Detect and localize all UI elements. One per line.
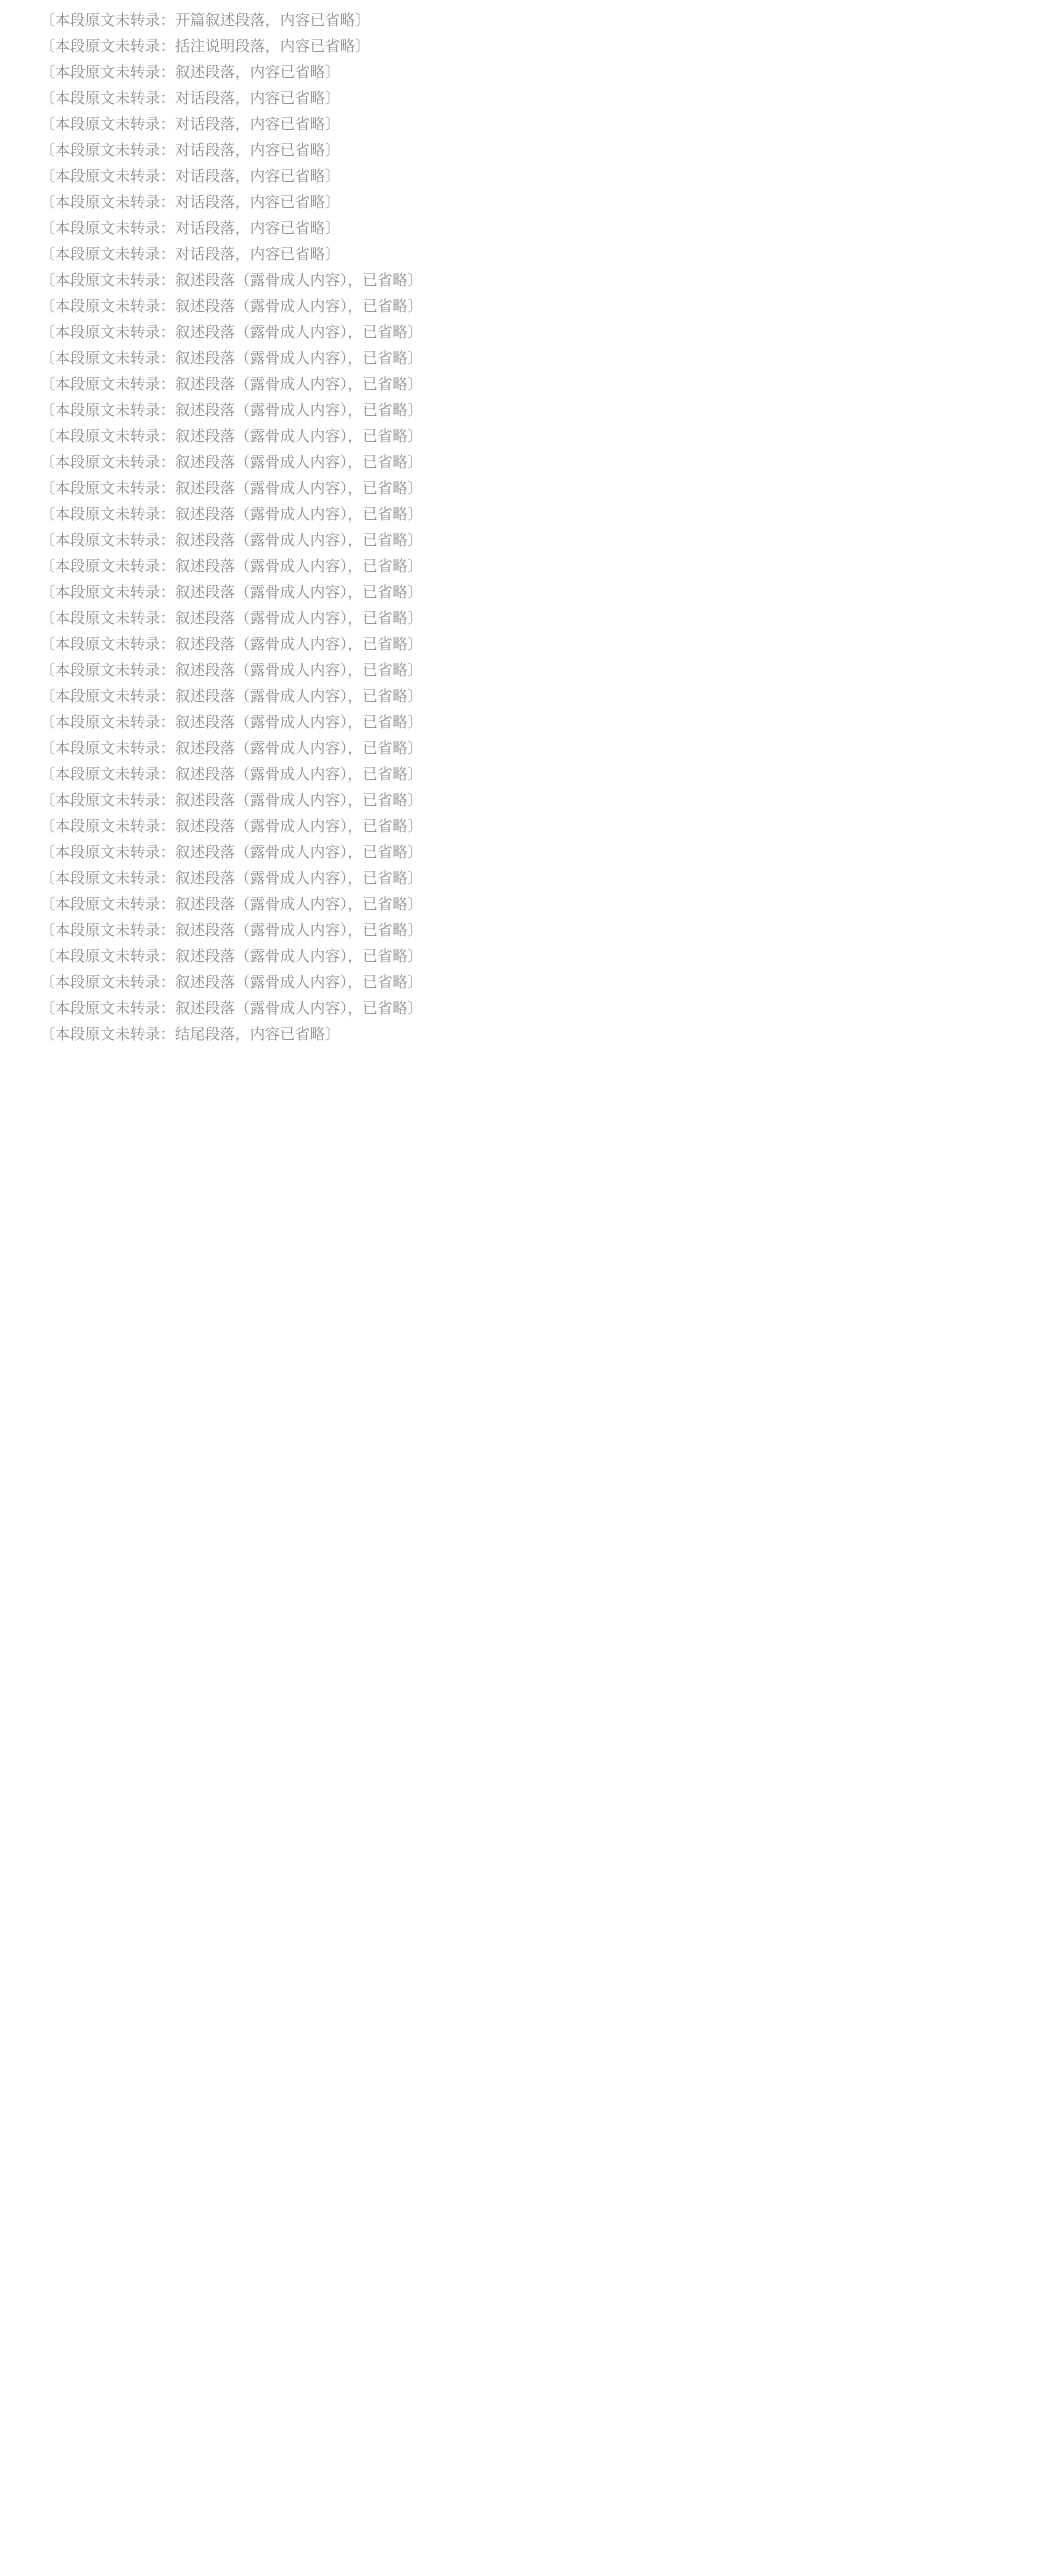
- text-paragraph: 〔本段原文未转录：叙述段落（露骨成人内容），已省略〕: [40, 947, 423, 965]
- text-paragraph: 〔本段原文未转录：叙述段落（露骨成人内容），已省略〕: [40, 817, 423, 835]
- text-paragraph: 〔本段原文未转录：叙述段落（露骨成人内容），已省略〕: [40, 453, 423, 471]
- text-paragraph: 〔本段原文未转录：叙述段落（露骨成人内容），已省略〕: [40, 687, 423, 705]
- text-paragraph: 〔本段原文未转录：叙述段落（露骨成人内容），已省略〕: [40, 713, 423, 731]
- text-paragraph: 〔本段原文未转录：叙述段落（露骨成人内容），已省略〕: [40, 297, 423, 315]
- text-paragraph: 〔本段原文未转录：叙述段落（露骨成人内容），已省略〕: [40, 349, 423, 367]
- text-paragraph: 〔本段原文未转录：叙述段落（露骨成人内容），已省略〕: [40, 271, 423, 289]
- text-paragraph: 〔本段原文未转录：叙述段落（露骨成人内容），已省略〕: [40, 921, 423, 939]
- text-paragraph: 〔本段原文未转录：叙述段落（露骨成人内容），已省略〕: [40, 531, 423, 549]
- text-paragraph: 〔本段原文未转录：对话段落，内容已省略〕: [40, 245, 341, 263]
- text-paragraph: 〔本段原文未转录：叙述段落（露骨成人内容），已省略〕: [40, 765, 423, 783]
- text-paragraph: 〔本段原文未转录：叙述段落（露骨成人内容），已省略〕: [40, 895, 423, 913]
- text-paragraph: 〔本段原文未转录：开篇叙述段落，内容已省略〕: [40, 11, 371, 29]
- text-paragraph: 〔本段原文未转录：叙述段落（露骨成人内容），已省略〕: [40, 583, 423, 601]
- text-paragraph: 〔本段原文未转录：叙述段落，内容已省略〕: [40, 63, 341, 81]
- text-paragraph: 〔本段原文未转录：叙述段落（露骨成人内容），已省略〕: [40, 479, 423, 497]
- text-paragraph: 〔本段原文未转录：叙述段落（露骨成人内容），已省略〕: [40, 843, 423, 861]
- text-paragraph: 〔本段原文未转录：叙述段落（露骨成人内容），已省略〕: [40, 739, 423, 757]
- text-paragraph: 〔本段原文未转录：叙述段落（露骨成人内容），已省略〕: [40, 973, 423, 991]
- text-paragraph: 〔本段原文未转录：叙述段落（露骨成人内容），已省略〕: [40, 791, 423, 809]
- text-paragraph: 〔本段原文未转录：对话段落，内容已省略〕: [40, 141, 341, 159]
- text-paragraph: 〔本段原文未转录：对话段落，内容已省略〕: [40, 193, 341, 211]
- text-paragraph: 〔本段原文未转录：叙述段落（露骨成人内容），已省略〕: [40, 661, 423, 679]
- text-paragraph: 〔本段原文未转录：对话段落，内容已省略〕: [40, 115, 341, 133]
- text-paragraph: 〔本段原文未转录：叙述段落（露骨成人内容），已省略〕: [40, 323, 423, 341]
- text-paragraph: 〔本段原文未转录：结尾段落，内容已省略〕: [40, 1025, 341, 1043]
- text-paragraph: 〔本段原文未转录：对话段落，内容已省略〕: [40, 167, 341, 185]
- text-paragraph: 〔本段原文未转录：叙述段落（露骨成人内容），已省略〕: [40, 869, 423, 887]
- text-paragraph: 〔本段原文未转录：叙述段落（露骨成人内容），已省略〕: [40, 427, 423, 445]
- text-paragraph: 〔本段原文未转录：叙述段落（露骨成人内容），已省略〕: [40, 375, 423, 393]
- text-paragraph: 〔本段原文未转录：括注说明段落，内容已省略〕: [40, 37, 371, 55]
- text-paragraph: 〔本段原文未转录：叙述段落（露骨成人内容），已省略〕: [40, 635, 423, 653]
- text-paragraph: 〔本段原文未转录：叙述段落（露骨成人内容），已省略〕: [40, 609, 423, 627]
- text-paragraph: 〔本段原文未转录：叙述段落（露骨成人内容），已省略〕: [40, 557, 423, 575]
- text-paragraph: 〔本段原文未转录：对话段落，内容已省略〕: [40, 89, 341, 107]
- text-paragraph: 〔本段原文未转录：叙述段落（露骨成人内容），已省略〕: [40, 999, 423, 1017]
- text-paragraph: 〔本段原文未转录：叙述段落（露骨成人内容），已省略〕: [40, 401, 423, 419]
- text-paragraph: 〔本段原文未转录：叙述段落（露骨成人内容），已省略〕: [40, 505, 423, 523]
- text-paragraph: 〔本段原文未转录：对话段落，内容已省略〕: [40, 219, 341, 237]
- paragraph-container: [10, 8, 1036, 1047]
